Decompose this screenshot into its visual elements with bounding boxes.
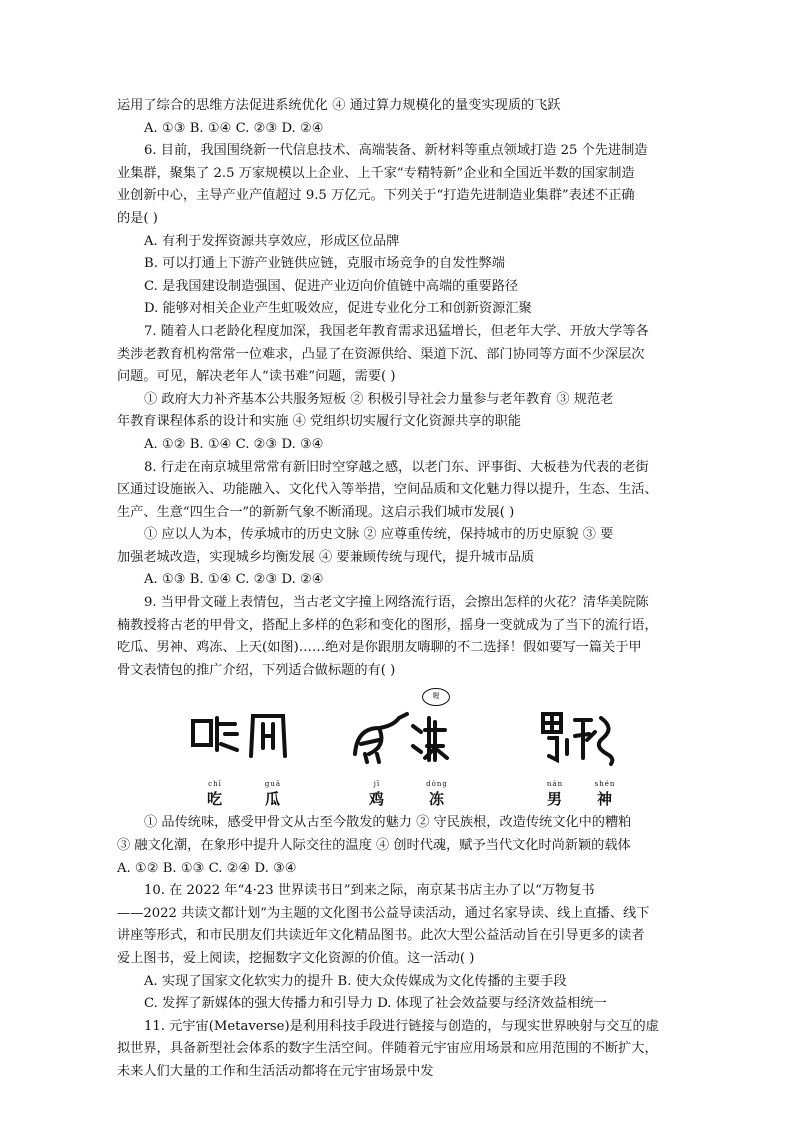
text-line: A. ①② B. ①④ C. ②③ D. ③④ (144, 436, 324, 452)
text-line: 业集群，聚集了 2.5 万家规模以上企业、上千家“专精特新”企业和全国近半数的国家制造 (117, 165, 635, 181)
text-line: 未来人们大量的工作和生活活动都将在元宇宙场景中发 (117, 1063, 434, 1079)
text-line: 讲座等形式，和市民朋友们共读近年文化精品图书。此次大型公益活动旨在引导更多的读者 (117, 928, 645, 944)
caption-char: 鸡 (368, 790, 385, 809)
text-line: A. 实现了国家文化软实力的提升 B. 使大众传媒成为文化传播的主要手段 (144, 973, 567, 989)
text-line: 拟世界，具备新型社会体系的数字生活空间。伴随着元宇宙应用场景和应用范围的不断扩大， (117, 1041, 658, 1057)
text-line: A. ①③ B. ①④ C. ②③ D. ②④ (144, 572, 324, 588)
glyph-caption (203, 780, 227, 809)
text-line: D. 能够对相关企业产生虹吸效应，促进专业化分工和创新资源汇聚 (144, 301, 532, 317)
pinyin-label: guā (264, 780, 282, 789)
text-line: 7. 随着人口老龄化程度加深，我国老年教育需求迅猛增长，但老年大学、开放大学等各 (144, 323, 649, 339)
pinyin-label: dòng (426, 780, 448, 789)
text-line: 的是( ) (117, 210, 158, 226)
glyph-chi-right (217, 718, 237, 750)
glyph-ji-bird (355, 714, 407, 762)
caption-char: 冻 (428, 790, 445, 809)
glyph-caption (261, 780, 285, 809)
text-line: 骨文表情包的推广介绍，下列适合做标题的有( ) (117, 662, 396, 678)
text-line: 业创新中心，主导产业产值超过 9.5 万亿元。下列关于“打造先进制造业集群”表述不正确 (117, 188, 635, 204)
text-line: 类涉老教育机构常常一位难求，凸显了在资源供给、渠道下沉、部门协同等方面不少深层次 (117, 346, 645, 362)
text-line: 吃瓜、男神、鸡冻、上天(如图)……绝对是你跟朋友嗨聊的不二选择！假如要写一篇关于甲 (117, 640, 642, 656)
caption-char: 神 (596, 790, 613, 809)
text-line: 8. 行走在南京城里常常有新旧时空穿越之感，以老门东、评事街、大板巷为代表的老街 (144, 459, 649, 475)
text-block-top (117, 95, 679, 682)
glyph-caption (365, 780, 389, 809)
caption-char: 瓜 (264, 790, 281, 809)
text-line: 生产、生意“四生合一”的新新气象不断涌现。这启示我们城市发展( ) (117, 504, 515, 520)
text-line: 加强老城改造，实现城乡均衡发展 ④ 要兼顾传统与现代，提升城市品质 (117, 549, 535, 565)
text-line: C. 发挥了新媒体的强大传播力和引导力 D. 体现了社会效益要与经济效益相统一 (144, 996, 607, 1012)
glyph-nan-power (543, 714, 567, 760)
glyph-gua (251, 716, 285, 756)
oracle-emoji-figure (117, 688, 679, 808)
glyph-caption (593, 780, 617, 809)
text-line: ——2022 共读文都计划”为主题的文化图书公益导读活动，通过名家导读、线上直播、线下 (117, 905, 650, 921)
text-line: 9. 当甲骨文碰上表情包，当古老文字撞上网络流行语，会擦出怎样的火花？清华美院陈 (144, 595, 649, 611)
glyph-dong (413, 718, 447, 760)
text-line: 运用了综合的思维方法促进系统优化 ④ 通过算力规模化的量变实现质的飞跃 (117, 98, 561, 113)
text-line: ① 应以人为本，传承城市的历史文脉 ② 应尊重传统，保持城市的历史原貌 ③ 要 (144, 527, 614, 543)
glyph-chi-mouth (193, 721, 211, 745)
text-line: 6. 目前，我国围绕新一代信息技术、高端装备、新材料等重点领域打造 25 个先进制造 (144, 143, 648, 159)
text-line: ① 政府大力补齐基本公共服务短板 ② 积极引导社会力量参与老年教育 ③ 规范老 (144, 391, 614, 407)
text-line: 问题。可见，解决老年人“读书难”问题，需要( ) (117, 369, 396, 385)
caption-char: 男 (546, 790, 563, 809)
text-line: 年教育课程体系的设计和实施 ④ 党组织切实履行文化资源共享的职能 (117, 414, 522, 430)
caption-char: 吃 (206, 790, 223, 809)
exam-page (117, 95, 679, 1084)
glyph-caption (543, 780, 567, 809)
pinyin-label: shén (594, 780, 616, 789)
pinyin-label: chī (208, 780, 222, 789)
text-line: ③ 融文化潮，在象形中提升人际交往的温度 ④ 创时代魂，赋予当代文化时尚新颖的载体 (117, 838, 631, 854)
text-line: C. 是我国建设制造强国、促进产业迈向价值链中高端的重要路径 (144, 278, 519, 294)
pinyin-label: nán (546, 780, 564, 789)
glyph-shen (575, 718, 612, 764)
text-line: 楠教授将古老的甲骨文，搭配上多样的色彩和变化的图形，摇身一变就成为了当下的流行语， (117, 617, 658, 633)
text-line: A. 有利于发挥资源共享效应，形成区位品牌 (144, 233, 400, 249)
text-line: B. 可以打通上下游产业链供应链，克服市场竞争的自发性弊端 (144, 256, 505, 272)
text-block-bottom (117, 812, 679, 1083)
glyph-caption (425, 780, 449, 809)
text-line: ① 品传统味，感受甲骨文从古至今散发的魅力 ② 守民族根，改造传统文化中的糟粕 (144, 815, 632, 831)
text-line: 11. 元宇宙(Metaverse)是利用科技手段进行链接与创造的，与现实世界映射与交互的虚 (144, 1018, 659, 1034)
pinyin-label: jī (373, 780, 381, 789)
text-line: 区通过设施嵌入、功能融入、文化代入等举措，空间品质和文化魅力得以提升，生态、生活、 (117, 482, 658, 498)
text-line: A. ①② B. ①③ C. ②④ D. ③④ (117, 860, 297, 876)
text-line: A. ①③ B. ①④ C. ②③ D. ②④ (144, 120, 324, 136)
text-line: 10. 在 2022 年“4·23 世界读书日”到来之际，南京某书店主办了以“万物复书 (144, 883, 595, 899)
speech-bubble: 喔 (422, 688, 450, 706)
text-line: 爱上图书，爱上阅读，挖掘数字文化资源的价值。这一活动( ) (117, 951, 475, 966)
